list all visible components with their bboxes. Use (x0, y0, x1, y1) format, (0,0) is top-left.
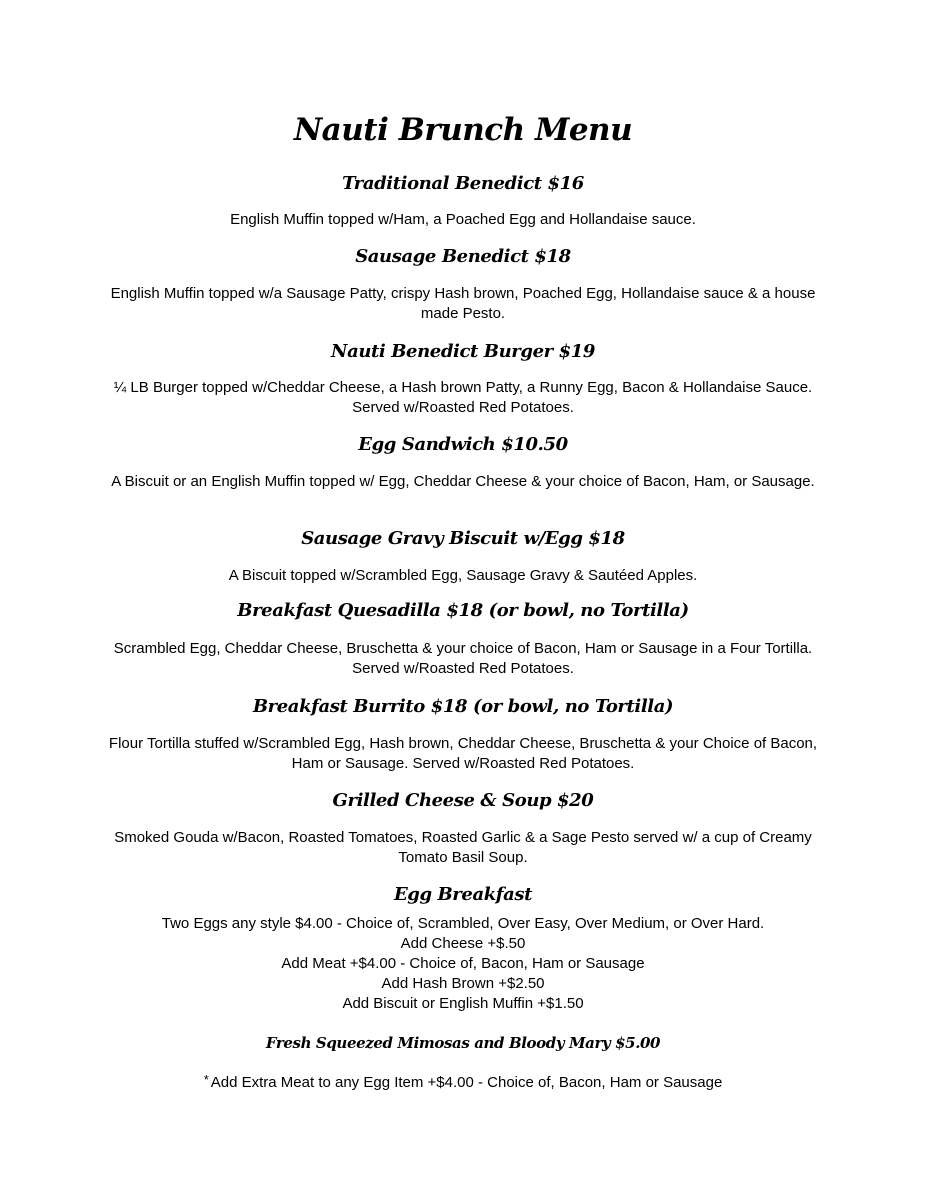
extra-meat-note (100, 1070, 826, 1093)
egg-breakfast-line: Add Cheese +$.50 (400, 935, 526, 952)
egg-breakfast-details (100, 914, 826, 1014)
item-description-breakfast-burrito: Flour Tortilla stuffed w/Scrambled Egg, Hash brown, Cheddar Cheese, Bruschetta & your Choice of Bacon, Ham or Sausage. Served w/Roasted Red Potatoes. (108, 735, 818, 772)
egg-breakfast-line: Two Eggs any style $4.00 - Choice of, Scrambled, Over Easy, Over Medium, or Over Hard. (161, 915, 765, 932)
item-description-sausage-gravy-biscuit: A Biscuit topped w/Scrambled Egg, Sausage Gravy & Sautéed Apples. (228, 567, 698, 584)
item-heading-grilled-cheese-soup: Grilled Cheese & Soup $20 (332, 790, 594, 811)
item-description-traditional-benedict: English Muffin topped w/Ham, a Poached Egg and Hollandaise sauce. (230, 211, 696, 228)
item-heading-breakfast-burrito: Breakfast Burrito $18 (or bowl, no Tortilla) (252, 696, 674, 717)
drinks-heading: Fresh Squeezed Mimosas and Bloody Mary $5.00 (265, 1034, 661, 1052)
egg-breakfast-line: Add Meat +$4.00 - Choice of, Bacon, Ham or Sausage (281, 955, 645, 972)
item-description-breakfast-quesadilla: Scrambled Egg, Cheddar Cheese, Bruschetta & your choice of Bacon, Ham or Sausage in a Four Tortilla. Served w/Roasted Red Potatoes. (113, 640, 813, 677)
asterisk-marker: * (203, 1072, 209, 1087)
egg-breakfast-line: Add Biscuit or English Muffin +$1.50 (342, 995, 584, 1012)
item-heading-sausage-benedict: Sausage Benedict $18 (355, 246, 571, 267)
item-heading-sausage-gravy-biscuit: Sausage Gravy Biscuit w/Egg $18 (301, 528, 625, 549)
item-heading-breakfast-quesadilla: Breakfast Quesadilla $18 (or bowl, no Tortilla) (237, 600, 689, 621)
egg-breakfast-heading: Egg Breakfast (393, 884, 533, 905)
egg-breakfast-line: Add Hash Brown +$2.50 (381, 975, 545, 992)
item-description-grilled-cheese-soup: Smoked Gouda w/Bacon, Roasted Tomatoes, Roasted Garlic & a Sage Pesto served w/ a cup of Creamy Tomato Basil Soup. (114, 829, 812, 866)
item-heading-nauti-benedict-burger: Nauti Benedict Burger $19 (331, 341, 595, 362)
extra-meat-note-text: Add Extra Meat to any Egg Item +$4.00 - Choice of, Bacon, Ham or Sausage (210, 1074, 723, 1091)
item-description-sausage-benedict: English Muffin topped w/a Sausage Patty, crispy Hash brown, Poached Egg, Hollandaise sauce & a house made Pesto. (110, 285, 816, 322)
item-heading-egg-sandwich: Egg Sandwich $10.50 (358, 434, 568, 455)
item-description-egg-sandwich: A Biscuit or an English Muffin topped w/ Egg, Cheddar Cheese & your choice of Bacon, Ham, or Sausage. (111, 473, 815, 490)
item-description-nauti-benedict-burger: ¼ LB Burger topped w/Cheddar Cheese, a Hash brown Patty, a Runny Egg, Bacon & Hollandaise Sauce. Served w/Roasted Red Potatoes. (113, 379, 813, 416)
menu-title: Nauti Brunch Menu (293, 112, 633, 148)
item-heading-traditional-benedict: Traditional Benedict $16 (342, 173, 584, 194)
